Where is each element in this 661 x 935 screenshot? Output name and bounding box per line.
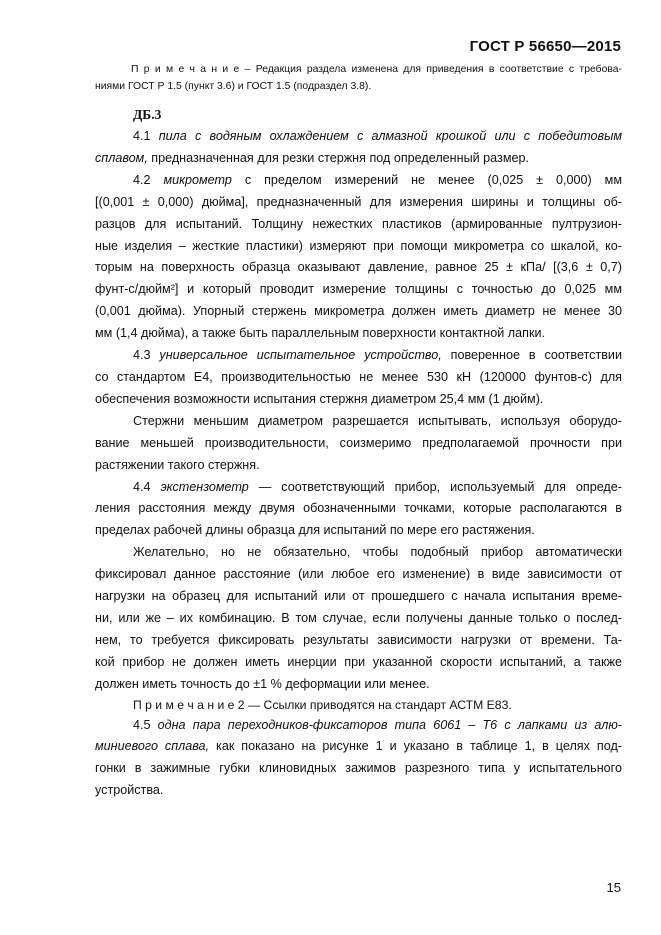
paragraph-4-1 [95, 126, 622, 170]
paragraph-line: (0,001 дюйма). Упорный стержень микрометра должен иметь диаметр не менее 30 [95, 304, 622, 319]
note-2-text: — Ссылки приводятся на стандарт АСТМ Е83. [244, 697, 512, 712]
paragraph-4-2 [95, 170, 622, 345]
note-2-label: П р и м е ч а н и е 2 [133, 697, 245, 712]
section-mark: ДБ.3 [133, 107, 162, 122]
paragraph-line: кой прибор не должен иметь инерции при указанной скорости испытаний, а также [95, 654, 622, 669]
paragraph-line: пределах рабочей длины образца для испытаний по мере его растяжения. [95, 523, 535, 538]
paragraph-4-5 [95, 715, 622, 803]
paragraph-line: нем, то требуется фиксировать результаты зависимости нагрузки от времени. Та- [95, 632, 622, 647]
paragraph-line: со стандартом Е4, производительностью не менее 530 кН (120000 фунтов-с) для [95, 369, 622, 384]
paragraph-4-4-continued [95, 542, 622, 695]
paragraph-line: нагрузки на образец для испытаний или от прошедшего с начала испытания време- [95, 589, 622, 604]
paragraph-text: с пределом измерений не менее (0,025 ± 0,000) мм [231, 172, 622, 187]
paragraph-line: ные изделия – жесткие пластики) измеряют при помощи микрометра со шкалой, ко- [95, 238, 622, 253]
item-term: микрометр [163, 172, 232, 187]
paragraph-text: — соответствующий прибор, используемый для опреде- [248, 479, 622, 494]
paragraph-line: Стержни меньшим диаметром разрешается испытывать, используя оборудо- [133, 413, 622, 428]
item-term-cont: сплавом, [95, 150, 148, 165]
note-text-line1: – Редакция раздела изменена для приведения в соответствие с требова- [239, 64, 623, 75]
paragraph-line: фунт-с/дюйм²] и который проводит измерение толщины с точностью до 0,025 мм [95, 282, 622, 297]
item-term: универсальное испытательное устройство, [159, 348, 442, 363]
page-number: 15 [606, 880, 621, 895]
item-number: 4.4 [133, 479, 161, 494]
paragraph-4-4 [95, 477, 622, 543]
item-term: одна пара переходников-фиксаторов типа 6061 – Т6 с лапками из алю- [157, 717, 622, 732]
paragraph-text: поверенное в соответствии [441, 348, 622, 363]
item-term-cont: миниевого сплава, [95, 739, 210, 754]
paragraph-text: как показано на рисунке 1 и указано в таблице 1, в целях под- [209, 739, 622, 754]
paragraph-4-3-continued [95, 411, 622, 477]
paragraph-line: вание меньшей производительности, соизмеримо предполагаемой прочности при [95, 435, 622, 450]
editorial-note [95, 61, 622, 95]
paragraph-line: фиксировал данное расстояние (или любое его изменение) в виде зависимости от [95, 567, 622, 582]
note-2 [95, 696, 622, 715]
item-number: 4.5 [133, 717, 158, 732]
paragraph-line: Желательно, но не обязательно, чтобы подобный прибор автоматически [133, 545, 622, 560]
paragraph-line: гонки в зажимные губки клиновидных зажимов разрезного типа у испытательного [95, 761, 622, 776]
paragraph-line: мм (1,4 дюйма), а также быть параллельным поверхности контактной лапки. [95, 326, 546, 341]
item-term: экстензометр [160, 479, 249, 494]
paragraph-line: ления расстояния между двумя обозначенными точками, которые располагаются в [95, 501, 622, 516]
note-text-line2: ниями ГОСТ Р 1.5 (пункт 3.6) и ГОСТ 1.5 (подраздел 3.8). [95, 81, 372, 92]
paragraph-text: предназначенная для резки стержня под определенный размер. [147, 150, 529, 165]
item-number: 4.1 [133, 129, 159, 143]
item-number: 4.3 [133, 348, 160, 363]
paragraph-line: торым на поверхность образца оказывают давление, равное 25 ± кПа/ [(3,6 ± 0,7) [95, 260, 622, 275]
paragraph-line: [(0,001 ± 0,000) дюйма], предназначенный для измерения ширины и толщины об- [95, 194, 622, 209]
paragraph-line: растяжении такого стержня. [95, 457, 260, 472]
paragraph-line: ни, или же – их комбинацию. В том случае, если получены данные только о послед- [95, 610, 622, 625]
paragraph-line: обеспечения возможности испытания стержня диаметром 25,4 мм (1 дюйм). [95, 391, 544, 406]
item-term: пила с водяным охлаждением с алмазной крошкой или с победитовым [158, 129, 622, 143]
document-number-header: ГОСТ Р 56650—2015 [469, 38, 621, 55]
paragraph-line: должен иметь точность до ±1 % деформации или менее. [95, 676, 430, 691]
item-number: 4.2 [133, 172, 164, 187]
main-text [95, 126, 622, 802]
paragraph-line: устройства. [95, 783, 164, 798]
paragraph-line: разцов для испытаний. Толщину нежестких пластиков (армированные пултрузион- [95, 216, 622, 231]
paragraph-4-3 [95, 345, 622, 411]
note-label: П р и м е ч а н и е [131, 64, 240, 75]
